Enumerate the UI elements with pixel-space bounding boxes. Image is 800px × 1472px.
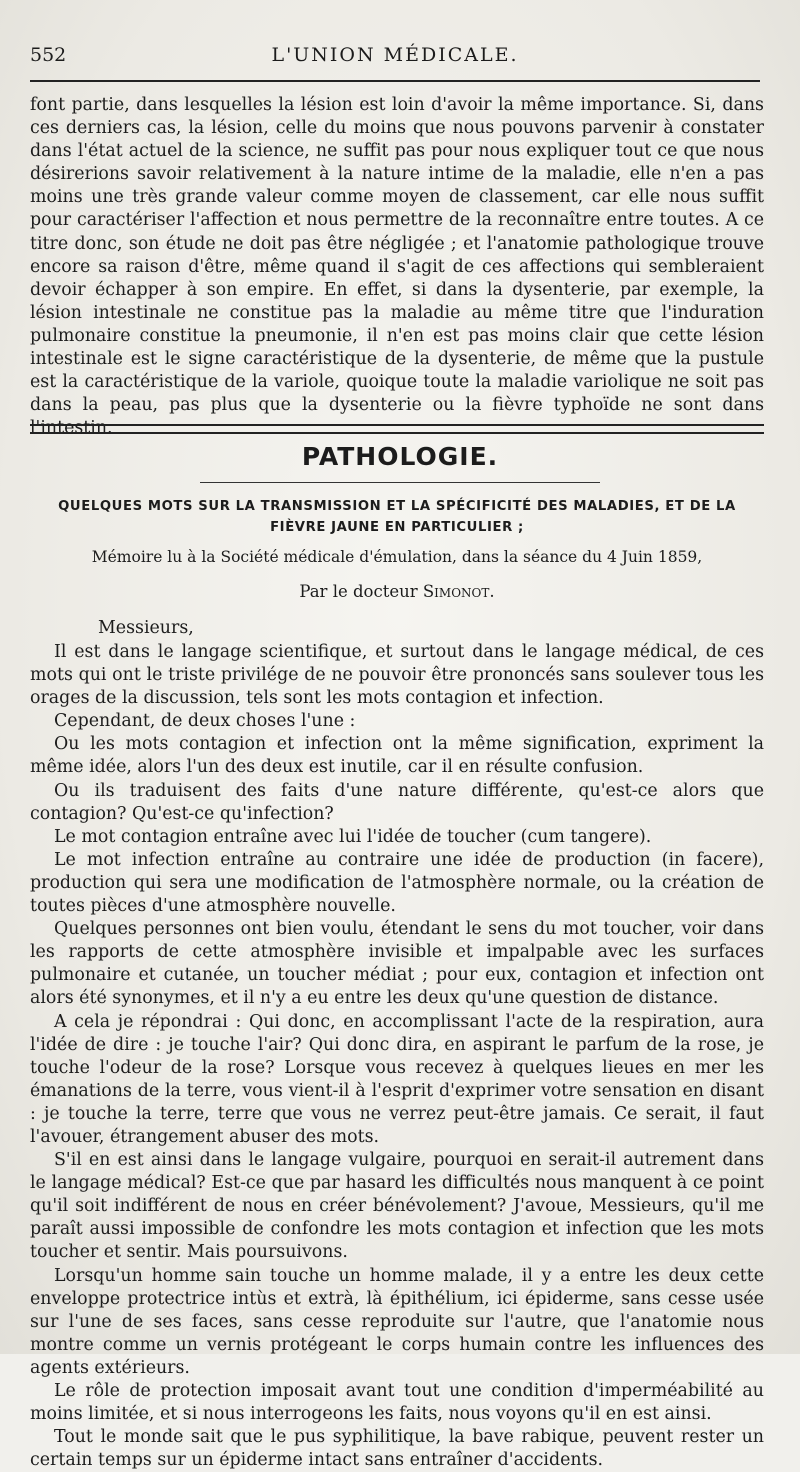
paragraph: S'il en est ainsi dans le langage vulgaire, pourquoi en serait-il autrement dans le langage médical? Est-ce que par hasard les difficultés nous manquent à ce point qu'il soit indifférent de nous en créer bénévolement? J'avoue, Messieurs, qu'il me paraît aussi impossible de confondre les mots contagion et infection que les mots toucher et sentir. Mais poursuivons. — [30, 1150, 764, 1263]
article-title — [30, 496, 764, 538]
paragraph: Il est dans le langage scientifique, et surtout dans le langage médical, de ces mots qui ont le triste privilége de ne pouvoir être prononcés sans soulever tous les orages de la discussion, tels sont les mots contagion et infection. — [30, 642, 764, 709]
paragraph: Ou ils traduisent des faits d'une nature différente, qu'est-ce alors que contagion? Qu'est-ce qu'infection? — [30, 780, 764, 824]
article-title-line-1: QUELQUES MOTS SUR LA TRANSMISSION ET LA SPÉCIFICITÉ DES MALADIES, ET DE LA — [58, 499, 736, 514]
paragraph: Cependant, de deux choses l'une : — [54, 711, 356, 732]
journal-title: L'UNION MÉDICALE. — [271, 44, 519, 66]
author-line — [30, 582, 764, 601]
paragraph: Tout le monde sait que le pus syphilitique, la bave rabique, peuvent rester un certain temps sur un épiderme intact sans entraîner d'accidents. — [30, 1427, 764, 1471]
article-body — [30, 641, 764, 1472]
author-name: Simonot. — [422, 582, 495, 601]
paragraph: Le rôle de protection imposait avant tout une condition d'imperméabilité au moins limitée, et si nous interrogeons les faits, nous voyons qu'il en est ainsi. — [30, 1381, 764, 1425]
header-rule — [30, 80, 760, 82]
intro-paragraph: font partie, dans lesquelles la lésion est loin d'avoir la même importance. Si, dans ces derniers cas, la lésion, celle du moins que nous pouvons parvenir à constater dans l'état actuel de la science, ne suffit pas pour nous expliquer tout ce que nous désirerions savoir relativement à la nature intime de la maladie, elle n'en a pas moins une très grande valeur comme moyen de classement, car elle nous suffit pour caractériser l'affection et nous permettre de la reconnaître entre toutes. A ce titre donc, son étude ne doit pas être négligée ; et l'anatomie pathologique trouve encore sa raison d'être, même quand il s'agit de ces affections qui sembleraient devoir échapper à son empire. En effet, si dans la dysenterie, par exemple, la lésion intestinale ne constitue pas la maladie au même titre que l'induration pulmonaire constitue la pneumonie, il n'en est pas moins clair que cette lésion intestinale est le signe caractéristique de la dysenterie, de même que la pustule est la caractéristique de la variole, quoique toute la maladie variolique ne soit pas dans la peau, pas plus que la dysenterie ou la fièvre typhoïde ne sont dans l'intestin. — [30, 95, 764, 439]
section-heading: PATHOLOGIE. — [301, 442, 499, 471]
paragraph: Quelques personnes ont bien voulu, étendant le sens du mot toucher, voir dans les rapports de cette atmosphère invisible et impalpable avec les surfaces pulmonaire et cutanée, un toucher médiat ; pour eux, contagion et infection ont alors été synonymes, et il n'y a eu entre les deux qu'une question de distance. — [30, 919, 764, 1009]
page-header — [30, 44, 760, 76]
heading-rule — [200, 482, 600, 483]
page-number: 552 — [30, 44, 67, 66]
author-prefix: Par le docteur — [299, 582, 418, 601]
intro-text — [30, 94, 764, 440]
paragraph: Lorsqu'un homme sain touche un homme malade, il y a entre les deux cette enveloppe protectrice intùs et extrà, là épithélium, ici épiderme, sans cesse usée sur l'une de ses faces, sans cesse reproduite sur l'autre, que l'anatomie nous montre comme un vernis protégeant le corps humain contre les influences des agents extérieurs. — [30, 1265, 764, 1378]
article-title-line-2: FIÈVRE JAUNE EN PARTICULIER ; — [270, 520, 524, 535]
salutation: Messieurs, — [98, 618, 194, 638]
paragraph: Le mot contagion entraîne avec lui l'idée de toucher (cum tangere). — [54, 826, 652, 847]
section-divider — [30, 424, 764, 434]
paragraph: A cela je répondrai : Qui donc, en accomplissant l'acte de la respiration, aura l'idée de dire : je touche l'air? Qui donc dira, en aspirant le parfum de la rose, je touche l'odeur de la rose? Lorsque vous recevez à quelques lieues en mer les émanations de la terre, vous vient-il à l'esprit d'exprimer votre sensation en disant : je touche la terre, terre que vous ne verrez peut-être jamais. Ce serait, il faut l'avouer, étrangement abuser des mots. — [30, 1011, 764, 1147]
paragraph: Ou les mots contagion et infection ont la même signification, expriment la même idée, alors l'un des deux est inutile, car il en résulte confusion. — [30, 734, 764, 778]
memoire-line: Mémoire lu à la Société médicale d'émulation, dans la séance du 4 Juin 1859, — [91, 548, 703, 566]
paragraph: Le mot infection entraîne au contraire une idée de production (in facere), production qui sera une modification de l'atmosphère normale, ou la création de toutes pièces d'une atmosphère nouvelle. — [30, 849, 764, 917]
